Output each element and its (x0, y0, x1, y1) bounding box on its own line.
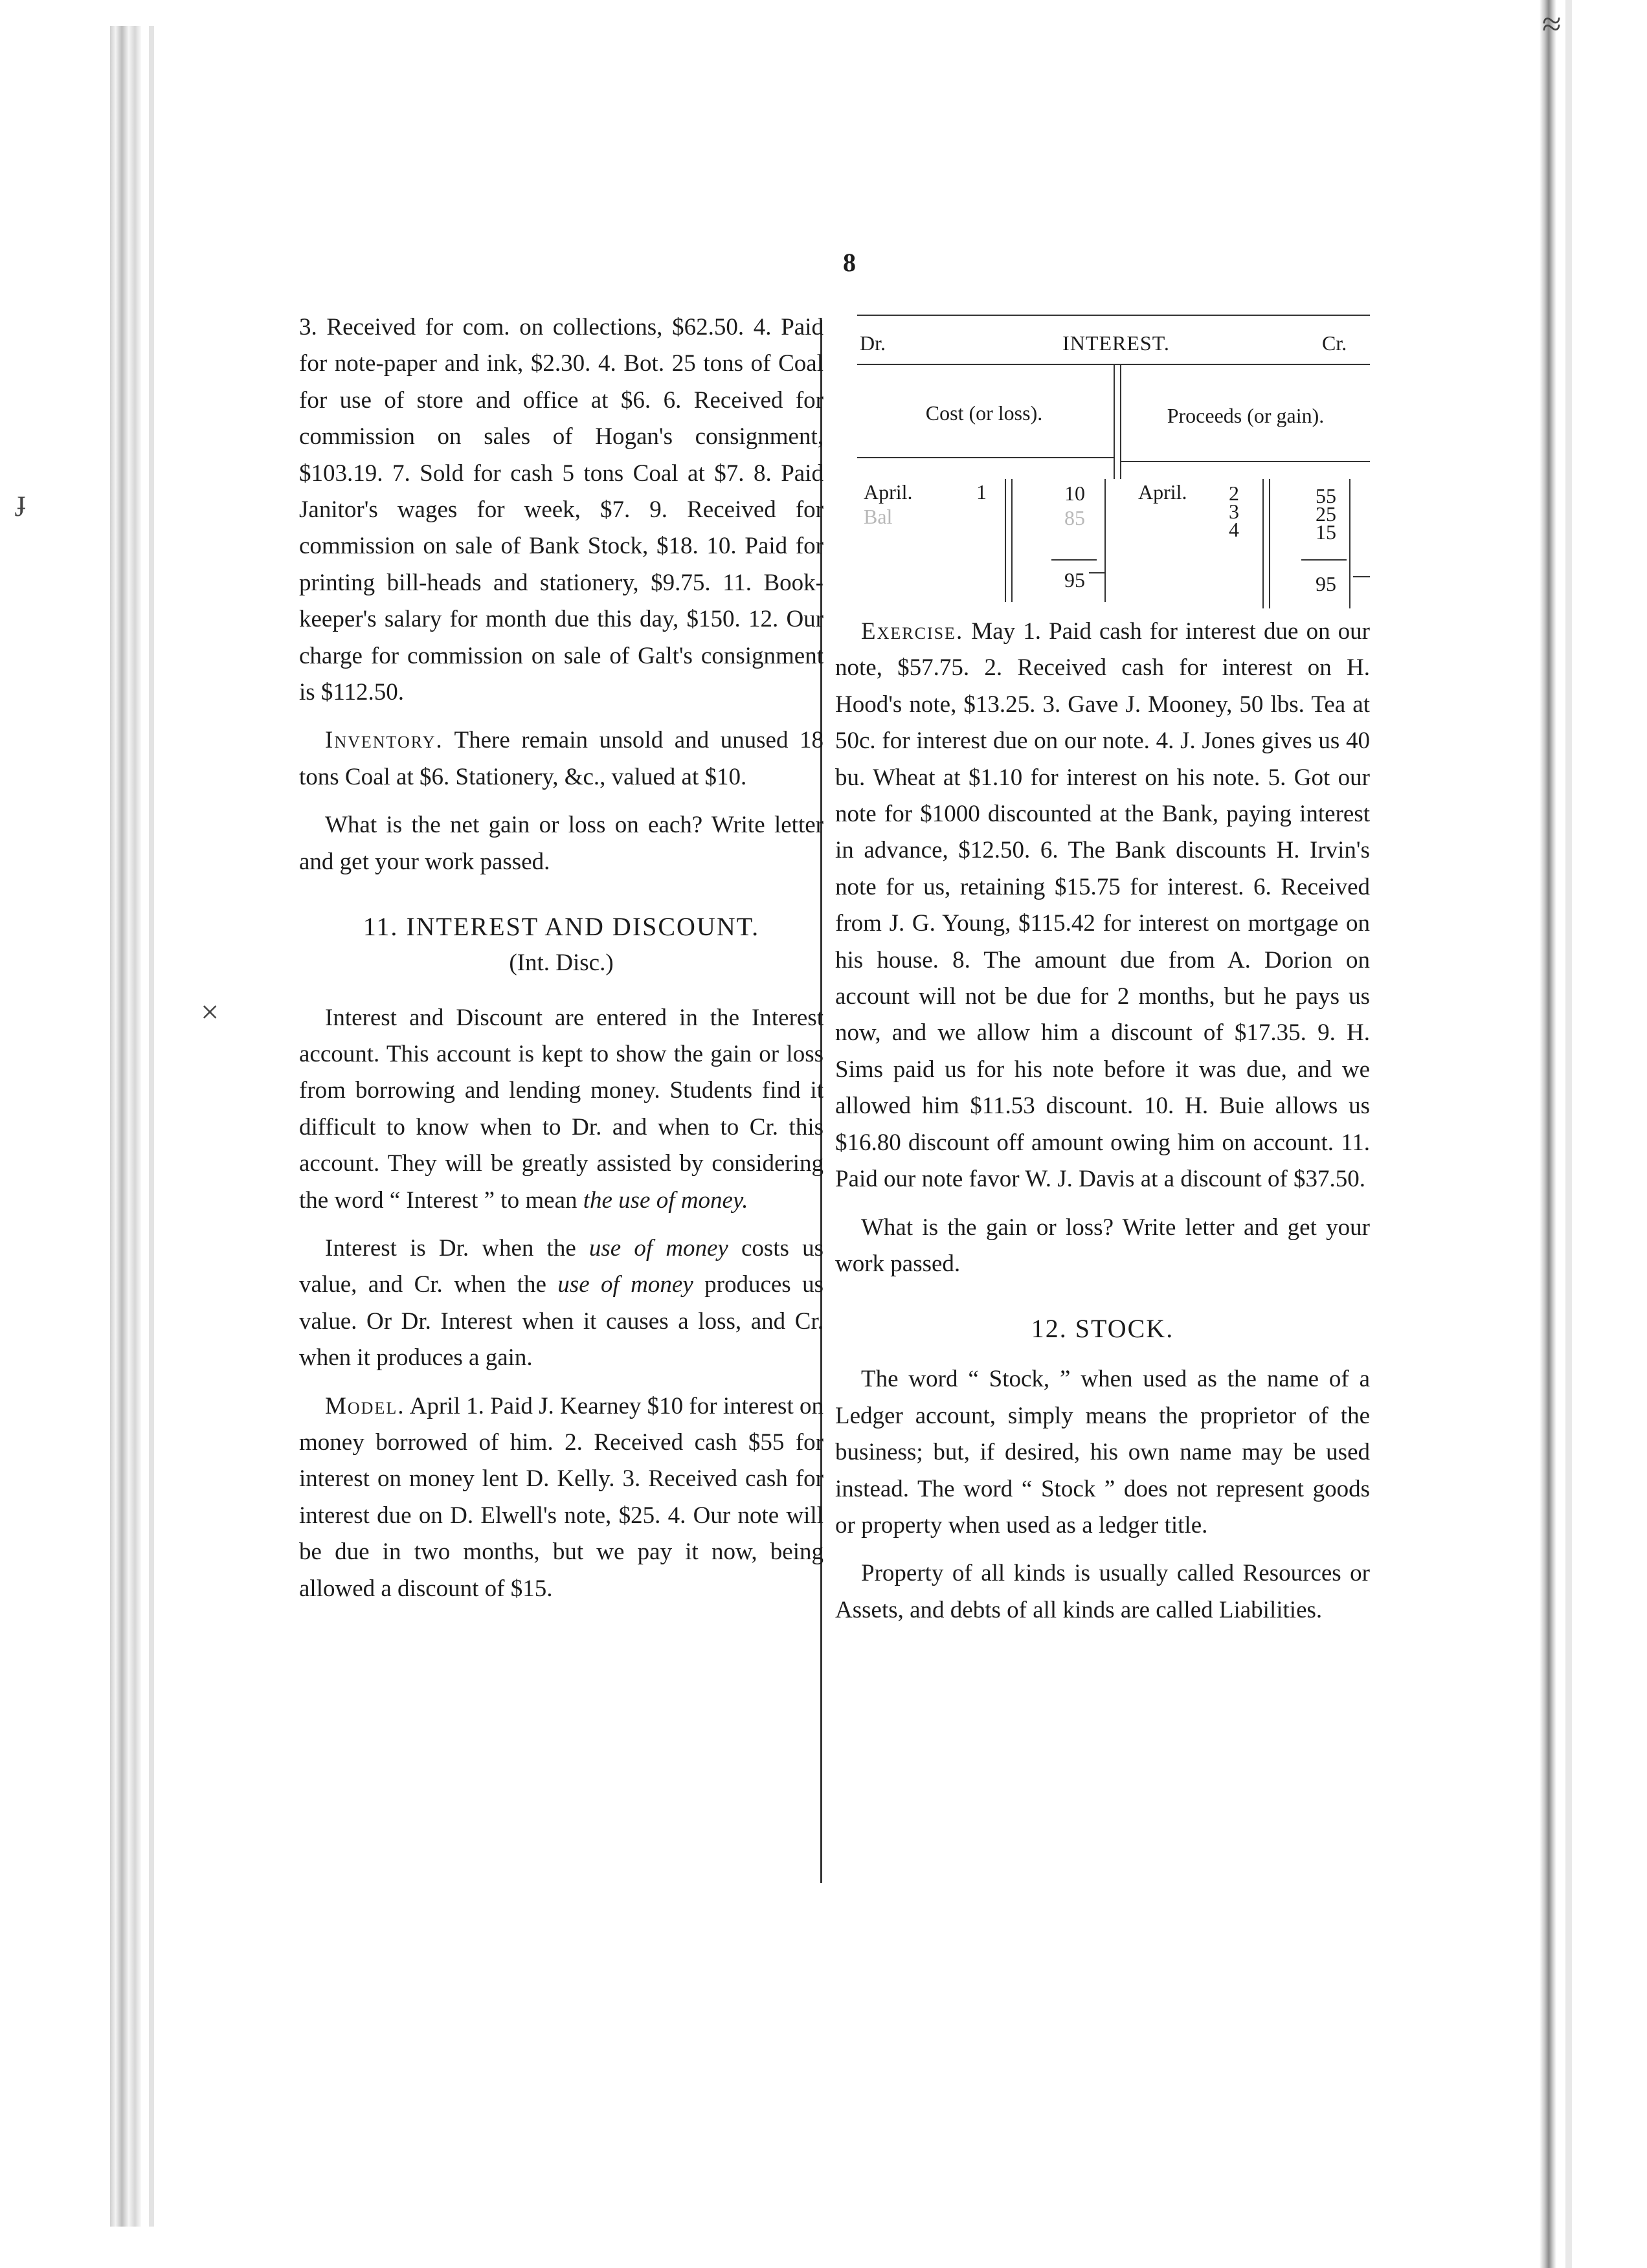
section-11-title: 11. INTEREST AND DISCOUNT. (363, 912, 760, 942)
left-amount: 10 (1064, 482, 1085, 505)
right-total-dash (1353, 576, 1370, 577)
interest-intro-text: Interest and Discount are entered in the Interest account. This account is kept to show the gain or loss from borrowing and lending money. Students find it difficult to know when to Dr. and when to Cr. this account. They will be greatly assisted by considering the word “ Interest ” to mean (299, 1004, 824, 1214)
paragraph-interest-intro (299, 1000, 824, 1219)
margin-mark-x: × (201, 994, 219, 1030)
exercise-label: Exercise. (861, 618, 964, 645)
right-amount-1: 55 (1316, 484, 1336, 507)
right-day-2: 3 (1229, 500, 1239, 523)
left-total: 95 (1064, 568, 1085, 592)
right-total: 95 (1316, 572, 1336, 595)
scan-page-edge-shadow (1565, 0, 1572, 2268)
left-heading: Cost (or loss). (925, 401, 1043, 425)
right-amount-rule (1349, 479, 1350, 608)
account-title: INTEREST. (1062, 331, 1170, 355)
inventory-label: Inventory. (325, 727, 443, 754)
model-label: Model. (325, 1392, 405, 1419)
right-month: April. (1138, 480, 1187, 504)
right-heading: Proceeds (or gain). (1167, 404, 1325, 427)
page-number: 8 (843, 248, 856, 277)
left-day: 1 (976, 480, 987, 504)
table-rule-top (857, 315, 1370, 316)
section-11-subtitle: (Int. Disc.) (509, 950, 614, 977)
scan-binding-edge (110, 26, 141, 2227)
left-month: April. (864, 480, 913, 504)
right-day-1: 2 (1229, 482, 1239, 505)
left-total-dash (1089, 572, 1106, 573)
right-day-rule-2 (1269, 479, 1270, 608)
paragraph-stock-1: The word “ Stock, ” when used as the name of a Ledger account, simply means the proprietor of the business; but, if desired, his own name may be used instead. The word “ Stock ” does not represent goods or property when used as a ledger title. (835, 1366, 1370, 1539)
interest-intro-emphasis: the use of money. (583, 1186, 748, 1214)
interest-rule-em1: use of money (588, 1234, 728, 1262)
left-faint-label: Bal (864, 505, 893, 528)
margin-mark-left: ɟ (17, 485, 27, 517)
left-column (299, 309, 824, 1607)
interest-rule-c: produces us value. Or Dr. Interest when it causes a loss, and Cr. when it produces a gain. (299, 1271, 824, 1372)
paragraph-question-2: What is the gain or loss? Write letter and get your work passed. (835, 1214, 1370, 1277)
corner-mark: ≈ (1542, 5, 1562, 43)
table-center-rule (1114, 365, 1115, 479)
section-12-title: 12. STOCK. (1031, 1314, 1174, 1344)
paragraph-inventory (299, 722, 824, 795)
inventory-text: There remain unsold and unused 18 tons Coal at $6. Stationery, &c., valued at $10. (299, 727, 824, 790)
cr-label: Cr. (1322, 331, 1347, 355)
left-sum-rule (1051, 559, 1097, 561)
right-day-rule (1262, 479, 1264, 608)
paragraph-model (299, 1388, 824, 1607)
paragraph-question: What is the net gain or loss on each? Write letter and get your work passed. (299, 812, 824, 875)
left-faint-amount: 85 (1064, 506, 1085, 529)
paragraph-stock-2: Property of all kinds is usually called Resources or Assets, and debts of all kinds are called Liabilities. (835, 1560, 1370, 1623)
interest-account-table (835, 309, 1370, 608)
interest-rule-b: costs us value, and Cr. when the (299, 1234, 824, 1298)
right-column (835, 309, 1370, 1629)
paragraph-interest-rule (299, 1230, 824, 1377)
model-text: April 1. Paid J. Kearney $10 for interest on money borrowed of him. 2. Received cash $55 for interest on money lent D. Kelly. 3. Received cash for interest due on D. Elwell's note, $25. 4. Our note will be due in two months, but we pay it now, being allowed a discount of $15. (299, 1392, 824, 1602)
left-day-rule (1005, 479, 1006, 602)
left-heading-rule (857, 457, 1114, 458)
right-amount-3: 15 (1316, 520, 1336, 544)
right-day-3: 4 (1229, 518, 1239, 541)
left-amount-rule (1104, 479, 1106, 602)
exercise-text: May 1. Paid cash for interest due on our note, $57.75. 2. Received cash for interest on H. Hood's note, $13.25. 3. Gave J. Mooney, 50 lbs. Tea at 50c. for interest due on our note. 4. J. Jones gives us 40 bu. Wheat at $1.10 for interest on his note. 5. Got our note for $1000 discounted at the Bank, paying interest in advance, $12.50. 6. The Bank discounts H. Irvin's note for us, retaining $15.75 for interest. 6. Received from J. G. Young, $115.42 for interest on mortgage on his house. 8. The amount due from A. Dorion on account will not be due for 2 months, but he pays us now, and we allow him a discount of $17.35. 9. H. Sims paid us for his note before it was due, and we allowed him $11.53 discount. 10. H. Buie allows us $16.80 discount off amount owing him on account. 11. Paid our note favor W. J. Davis at a discount of $37.50. (835, 618, 1370, 1193)
dr-label: Dr. (860, 331, 886, 355)
interest-rule-em2: use of money (557, 1271, 693, 1298)
right-heading-rule (1121, 461, 1370, 462)
paragraph-exercise (835, 614, 1370, 1198)
interest-rule-a: Interest is Dr. when the (325, 1234, 589, 1262)
left-day-rule-2 (1011, 479, 1013, 602)
right-amount-2: 25 (1316, 502, 1336, 526)
scan-page-edge (1540, 0, 1556, 2268)
right-sum-rule (1301, 559, 1347, 561)
paragraph-transactions: 3. Received for com. on collections, $62.50. 4. Paid for note-paper and ink, $2.30. 4. Bot. 25 tons of Coal for use of store and office at $6. 6. Received for commission on sales of Hogan's consignment, $103.19. 7. Sold for cash 5 tons Coal at $7. 8. Paid Janitor's wages for week, $7. 9. Received for commission on sale of Bank Stock, $18. 10. Paid for printing bill-heads and stationery, $9.75. 11. Book-keeper's salary for month due this day, $150. 12. Our charge for commission on sale of Galt's consignment is $112.50. (299, 314, 824, 706)
